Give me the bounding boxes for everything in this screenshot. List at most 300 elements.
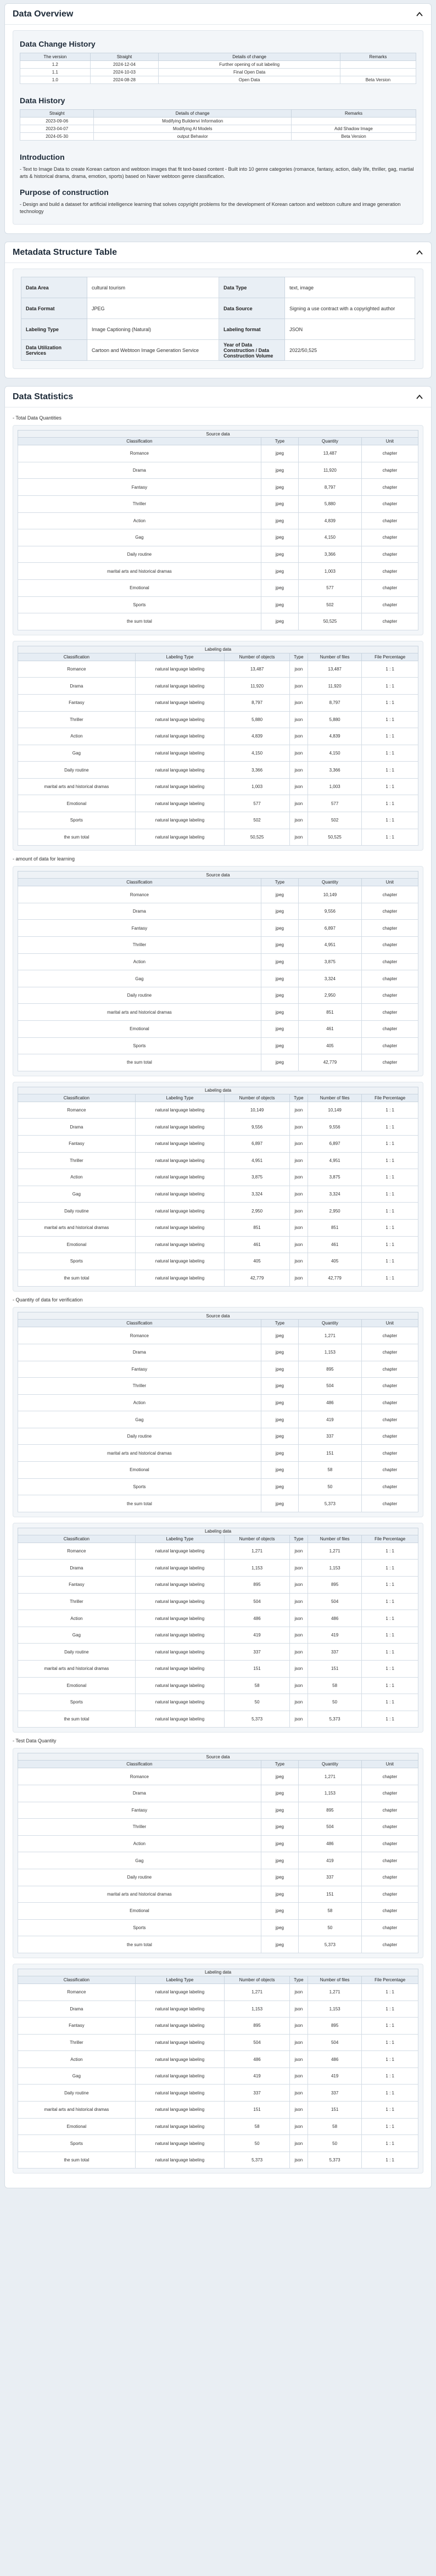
table-cell: json [289, 2051, 308, 2068]
column-header: The version [20, 53, 91, 61]
table-cell: 1,271 [299, 1327, 362, 1344]
metadata-value: JSON [285, 319, 415, 340]
table-cell: Action [18, 728, 136, 745]
table-row [18, 1054, 418, 1071]
table-cell: chapter [361, 1411, 418, 1428]
table-cell: natural language labeling [135, 1644, 225, 1661]
table-row [18, 1344, 418, 1361]
table-cell: jpeg [261, 529, 298, 546]
table-cell: chapter [361, 479, 418, 496]
table-cell: 9,556 [308, 1119, 362, 1136]
table-cell: json [289, 1577, 308, 1594]
table-cell: jpeg [261, 953, 298, 970]
table-cell: Daily routine [18, 546, 261, 563]
table-cell: 1 : 1 [362, 2034, 418, 2051]
table-cell: Romance [18, 886, 261, 903]
table-cell: 10,149 [225, 1102, 290, 1119]
table-cell: 1,153 [308, 2001, 362, 2018]
table-row [18, 1445, 418, 1462]
table-caption: Source data [18, 431, 418, 438]
table-cell: natural language labeling [135, 2067, 225, 2085]
table-cell: 1,003 [225, 778, 290, 795]
table-cell: chapter [361, 563, 418, 580]
table-cell: 486 [299, 1835, 362, 1852]
table-cell: natural language labeling [135, 1694, 225, 1711]
chevron-up-icon[interactable] [416, 249, 423, 256]
table-cell: 58 [225, 1677, 290, 1694]
table-row [18, 1593, 418, 1610]
table-cell: chapter [361, 1768, 418, 1785]
table-cell: jpeg [261, 1394, 298, 1411]
labeling-data-table [18, 1528, 418, 1728]
table-row [18, 1394, 418, 1411]
data-statistics-header[interactable] [5, 387, 431, 407]
table-cell: 10,149 [308, 1102, 362, 1119]
table-row [18, 1186, 418, 1203]
table-cell: Fantasy [18, 2018, 136, 2035]
table-cell: 58 [308, 2118, 362, 2135]
data-overview-header[interactable] [5, 4, 431, 25]
table-cell: 1,153 [299, 1785, 362, 1802]
table-cell: chapter [361, 1886, 418, 1903]
table-cell: chapter [361, 1394, 418, 1411]
table-cell: chapter [361, 1378, 418, 1395]
table-cell: 4,150 [225, 745, 290, 762]
metadata-row [21, 319, 415, 340]
chevron-up-icon[interactable] [416, 393, 423, 401]
table-cell: json [289, 2085, 308, 2102]
table-cell: Drama [18, 903, 261, 920]
table-row [18, 2102, 418, 2119]
table-head [18, 1528, 418, 1543]
column-header: Number of objects [225, 1094, 290, 1102]
table-cell: natural language labeling [135, 1627, 225, 1644]
table-cell: chapter [361, 1919, 418, 1936]
data-statistics-title: Data Statistics [13, 392, 74, 401]
table-cell: 1,271 [225, 1983, 290, 2001]
table-cell: chapter [361, 512, 418, 529]
table-cell: 1 : 1 [362, 1219, 418, 1236]
labeling-data-table [18, 1087, 418, 1287]
table-cell: Daily routine [18, 987, 261, 1004]
table-head [18, 1087, 418, 1102]
column-header: Type [289, 1094, 308, 1102]
source-data-block [13, 866, 423, 1076]
table-cell: Action [18, 512, 261, 529]
table-cell: 1 : 1 [362, 1694, 418, 1711]
table-row [18, 711, 418, 728]
table-cell: 419 [308, 1627, 362, 1644]
table-cell: chapter [361, 1037, 418, 1054]
table-cell: json [289, 778, 308, 795]
table-cell: natural language labeling [135, 2135, 225, 2152]
table-row [18, 795, 418, 812]
table-cell: 461 [299, 1021, 362, 1038]
table-cell: Romance [18, 1983, 136, 2001]
statistics-section [13, 856, 423, 1292]
table-cell: Gag [18, 529, 261, 546]
header-row [18, 1761, 418, 1768]
table-cell: jpeg [261, 1802, 298, 1819]
table-cell: Romance [18, 661, 136, 678]
table-cell: Sports [18, 1037, 261, 1054]
table-cell: 11,920 [225, 678, 290, 695]
table-cell: 1,003 [299, 563, 362, 580]
table-row [20, 69, 416, 76]
table-cell: Thriller [18, 711, 136, 728]
table-cell: chapter [361, 1054, 418, 1071]
table-cell: jpeg [261, 987, 298, 1004]
table-cell: Gag [18, 970, 261, 987]
table-cell: 419 [225, 1627, 290, 1644]
table-row [18, 1694, 418, 1711]
table-cell: 2,950 [299, 987, 362, 1004]
column-header: Classification [18, 1320, 261, 1327]
metadata-table [21, 277, 415, 361]
table-cell: jpeg [261, 546, 298, 563]
table-cell: 2024-12-04 [90, 61, 159, 69]
table-cell: 1,153 [225, 2001, 290, 2018]
table-cell: chapter [361, 1327, 418, 1344]
table-cell: json [289, 1644, 308, 1661]
table-cell: json [289, 1152, 308, 1169]
table-cell: 1 : 1 [362, 1661, 418, 1678]
table-cell: natural language labeling [135, 829, 225, 846]
table-cell: jpeg [261, 937, 298, 954]
table-cell: 9,556 [225, 1119, 290, 1136]
table-cell [291, 118, 416, 125]
table-cell: chapter [361, 546, 418, 563]
table-cell: jpeg [261, 563, 298, 580]
table-row [18, 1327, 418, 1344]
table-cell: marital arts and historical dramas [18, 1445, 261, 1462]
table-cell: 504 [308, 1593, 362, 1610]
table-cell: 8,797 [308, 694, 362, 711]
table-cell: chapter [361, 1004, 418, 1021]
table-cell: 1 : 1 [362, 1135, 418, 1152]
table-cell: Daily routine [18, 1203, 136, 1220]
table-cell: 2024-10-03 [90, 69, 159, 76]
table-cell: 4,150 [308, 745, 362, 762]
table-cell: Sports [18, 812, 136, 829]
introduction-title: Introduction [20, 153, 65, 161]
table-cell: 1,153 [299, 1344, 362, 1361]
table-cell: 337 [299, 1428, 362, 1445]
table-body [18, 1768, 418, 1953]
metadata-content [13, 269, 423, 369]
table-cell: 1,003 [308, 778, 362, 795]
table-cell: jpeg [261, 579, 298, 596]
table-cell: the sum total [18, 829, 136, 846]
table-cell: chapter [361, 1835, 418, 1852]
table-cell: jpeg [261, 1411, 298, 1428]
table-cell: 1 : 1 [362, 829, 418, 846]
table-cell: Daily routine [18, 2085, 136, 2102]
table-row [18, 2001, 418, 2018]
table-cell: json [289, 728, 308, 745]
column-header: File Percentage [362, 1535, 418, 1543]
table-cell: chapter [361, 987, 418, 1004]
table-cell: 486 [308, 1610, 362, 1627]
table-cell: json [289, 2102, 308, 2119]
table-cell: 405 [225, 1253, 290, 1270]
table-cell: jpeg [261, 1835, 298, 1852]
table-cell: json [289, 795, 308, 812]
table-cell: 1,153 [308, 1560, 362, 1577]
table-cell: Drama [18, 1119, 136, 1136]
column-header: File Percentage [362, 653, 418, 661]
caption-row [18, 431, 418, 438]
column-header: Details of change [159, 53, 340, 61]
metadata-row [21, 298, 415, 319]
table-cell: natural language labeling [135, 1102, 225, 1119]
metadata-value: cultural tourism [87, 277, 219, 298]
column-header: Number of files [308, 1094, 362, 1102]
table-cell: Sports [18, 1919, 261, 1936]
table-cell: 5,373 [299, 1495, 362, 1512]
header-row [18, 1320, 418, 1327]
table-cell: the sum total [18, 1270, 136, 1287]
table-cell: Action [18, 2051, 136, 2068]
table-cell: jpeg [261, 445, 298, 462]
table-cell: Action [18, 1394, 261, 1411]
table-cell: Fantasy [18, 1577, 136, 1594]
table-cell: 5,880 [225, 711, 290, 728]
table-row [18, 596, 418, 613]
table-cell: 419 [299, 1411, 362, 1428]
table-row [18, 2152, 418, 2169]
table-cell: 1 : 1 [362, 2152, 418, 2169]
table-cell: natural language labeling [135, 1560, 225, 1577]
statistics-section [13, 1297, 423, 1733]
caption-row [18, 1969, 418, 1976]
table-cell: 1 : 1 [362, 2001, 418, 2018]
table-cell: natural language labeling [135, 2102, 225, 2119]
table-cell: 1 : 1 [362, 1253, 418, 1270]
table-cell: 1 : 1 [362, 1593, 418, 1610]
table-cell: 2024-05-30 [20, 133, 94, 141]
table-cell: Thriller [18, 495, 261, 512]
table-row [18, 1869, 418, 1886]
table-row [18, 1253, 418, 1270]
metadata-card [4, 242, 432, 378]
table-cell: 4,951 [299, 937, 362, 954]
table-cell: Sports [18, 1478, 261, 1495]
table-row [18, 1677, 418, 1694]
table-cell: json [289, 1983, 308, 2001]
table-cell: 1,271 [225, 1543, 290, 1560]
table-cell: Emotional [18, 1021, 261, 1038]
table-head [18, 1753, 418, 1768]
labeling-data-block [13, 1523, 423, 1733]
column-header: File Percentage [362, 1094, 418, 1102]
table-cell: 3,366 [308, 762, 362, 779]
column-header: Number of objects [225, 1535, 290, 1543]
table-cell: Emotional [18, 579, 261, 596]
table-cell: Sports [18, 596, 261, 613]
table-cell: chapter [361, 970, 418, 987]
metadata-value: text, image [285, 277, 415, 298]
table-row [18, 546, 418, 563]
table-cell: json [289, 1677, 308, 1694]
table-cell: 1 : 1 [362, 762, 418, 779]
table-cell: Drama [18, 2001, 136, 2018]
table-row [18, 1004, 418, 1021]
metadata-value: Cartoon and Webtoon Image Generation Service [87, 340, 219, 361]
table-body [18, 886, 418, 1071]
caption-row [18, 1312, 418, 1320]
table-cell: 1 : 1 [362, 1711, 418, 1728]
table-cell: marital arts and historical dramas [18, 1219, 136, 1236]
table-cell: Fantasy [18, 1361, 261, 1378]
table-row [18, 1219, 418, 1236]
chevron-up-icon[interactable] [416, 10, 423, 18]
purpose-title: Purpose of construction [20, 188, 109, 197]
column-header: Labeling Type [135, 1976, 225, 1983]
statistics-content [5, 407, 431, 2188]
table-cell: json [289, 1270, 308, 1287]
caption-row [18, 1087, 418, 1094]
table-cell: json [289, 1236, 308, 1253]
table-cell: Thriller [18, 2034, 136, 2051]
table-cell: 851 [299, 1004, 362, 1021]
table-cell: 13,487 [225, 661, 290, 678]
column-header: Classification [18, 1761, 261, 1768]
table-cell: 1 : 1 [362, 1627, 418, 1644]
table-row [18, 2085, 418, 2102]
table-cell: 10,149 [299, 886, 362, 903]
table-cell: natural language labeling [135, 1186, 225, 1203]
table-cell: jpeg [261, 1886, 298, 1903]
table-cell: chapter [361, 613, 418, 630]
table-cell: 461 [308, 1236, 362, 1253]
table-cell: 337 [308, 1644, 362, 1661]
column-header: Classification [18, 1535, 136, 1543]
table-cell: the sum total [18, 1495, 261, 1512]
table-cell: Action [18, 953, 261, 970]
table-cell: 4,839 [299, 512, 362, 529]
table-row [18, 970, 418, 987]
table-head [18, 1969, 418, 1983]
table-cell: jpeg [261, 596, 298, 613]
table-cell: json [289, 694, 308, 711]
table-row [18, 1021, 418, 1038]
column-header: Unit [361, 1761, 418, 1768]
table-cell: natural language labeling [135, 2152, 225, 2169]
table-cell: 3,324 [308, 1186, 362, 1203]
table-cell: 1 : 1 [362, 2018, 418, 2035]
table-row [18, 1361, 418, 1378]
table-cell: 502 [225, 812, 290, 829]
table-row [18, 1835, 418, 1852]
table-cell: json [289, 745, 308, 762]
table-cell: natural language labeling [135, 1677, 225, 1694]
column-header: Unit [361, 438, 418, 445]
column-header: Classification [18, 879, 261, 886]
table-cell: natural language labeling [135, 1236, 225, 1253]
column-header: Classification [18, 653, 136, 661]
section-title: - Total Data Quantities [13, 415, 62, 421]
table-cell: 3,875 [308, 1169, 362, 1186]
column-header: Labeling Type [135, 1535, 225, 1543]
data-history-table [20, 109, 416, 141]
table-cell: Romance [18, 1102, 136, 1119]
table-cell: Emotional [18, 1462, 261, 1479]
table-cell: json [289, 1711, 308, 1728]
table-cell: 1 : 1 [362, 1543, 418, 1560]
table-cell: 3,324 [299, 970, 362, 987]
table-cell: Thriller [18, 937, 261, 954]
table-cell: chapter [361, 1819, 418, 1836]
table-cell: Drama [18, 678, 136, 695]
change-history-table [20, 53, 416, 84]
table-cell: 1 : 1 [362, 678, 418, 695]
table-cell: chapter [361, 596, 418, 613]
table-row [18, 1102, 418, 1119]
table-cell: json [289, 1102, 308, 1119]
table-row [20, 125, 416, 133]
metadata-value: JPEG [87, 298, 219, 319]
table-cell: 486 [225, 2051, 290, 2068]
labeling-data-block [13, 641, 423, 851]
column-header: Straight [20, 110, 94, 118]
table-cell: 1 : 1 [362, 1119, 418, 1136]
table-cell: jpeg [261, 1037, 298, 1054]
table-cell: jpeg [261, 512, 298, 529]
table-row [20, 118, 416, 125]
header-row [18, 1535, 418, 1543]
column-header: Classification [18, 1094, 136, 1102]
column-header: Remarks [291, 110, 416, 118]
table-cell: marital arts and historical dramas [18, 1661, 136, 1678]
table-cell: 5,373 [308, 1711, 362, 1728]
table-cell: the sum total [18, 613, 261, 630]
table-row [18, 829, 418, 846]
table-cell: chapter [361, 1869, 418, 1886]
table-row [18, 745, 418, 762]
table-cell: 58 [308, 1677, 362, 1694]
table-row [18, 920, 418, 937]
table-cell: 151 [225, 2102, 290, 2119]
change-history-title: Data Change History [20, 40, 96, 48]
table-cell: natural language labeling [135, 1983, 225, 2001]
table-cell: 5,880 [308, 711, 362, 728]
caption-row [18, 1528, 418, 1535]
table-row [18, 1886, 418, 1903]
table-cell: chapter [361, 1361, 418, 1378]
table-cell: Further opening of suit labeling [159, 61, 340, 69]
table-cell: 486 [225, 1610, 290, 1627]
table-cell: 851 [308, 1219, 362, 1236]
table-cell: natural language labeling [135, 661, 225, 678]
table-cell: jpeg [261, 1021, 298, 1038]
table-row [18, 678, 418, 695]
table-cell: jpeg [261, 1462, 298, 1479]
table-row [18, 462, 418, 479]
column-header: File Percentage [362, 1976, 418, 1983]
table-head [18, 1312, 418, 1327]
section-title: - Test Data Quantity [13, 1738, 57, 1744]
column-header: Unit [361, 879, 418, 886]
table-row [18, 1711, 418, 1728]
column-header: Classification [18, 1976, 136, 1983]
table-cell: chapter [361, 1903, 418, 1920]
metadata-header[interactable] [5, 242, 431, 263]
table-cell: 9,556 [299, 903, 362, 920]
column-header: Number of files [308, 1535, 362, 1543]
metadata-label: Data Utilization Services [21, 340, 87, 361]
table-head [18, 646, 418, 661]
